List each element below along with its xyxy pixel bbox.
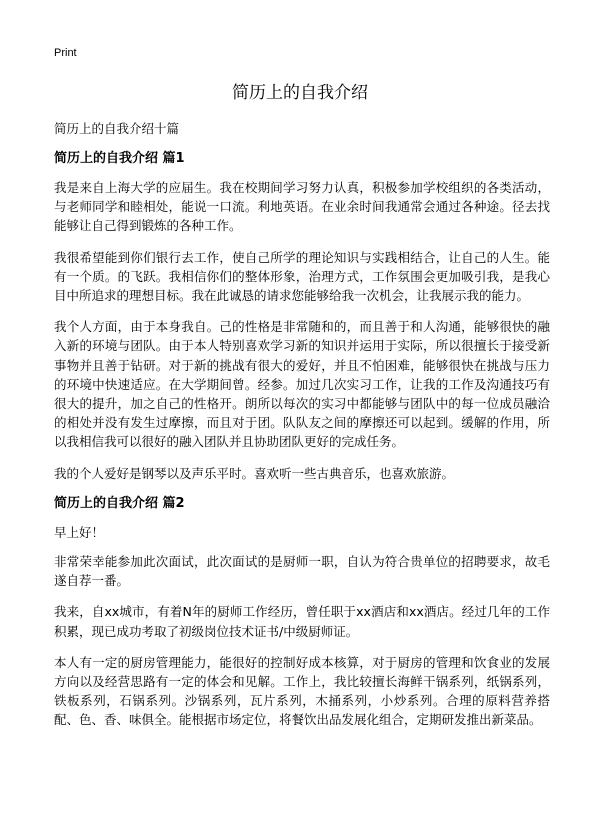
paragraph: 我的个人爱好是钢琴以及声乐平时。喜欢听一些古典音乐，也喜欢旅游。 <box>54 465 455 481</box>
document-body <box>54 150 550 742</box>
section-heading: 简历上的自我介绍 篇2 <box>54 495 185 511</box>
paragraph: 非常荣幸能参加此次面试，此次面试的是厨师一职，自认为符合贵单位的招聘要求，故毛遂自荐一番。 <box>54 554 550 589</box>
paragraph: 本人有一定的厨房管理能力，能很好的控制好成本核算，对于厨房的管理和饮食业的发展方向以及经营思路有一定的体会和见解。工作上，我比较擅长海鲜干锅系列，纸锅系列，铁板系列，石锅系列。沙锅系列，瓦片系列，木捅系列，小炒系列。合理的原料营养搭配、色、香、味俱全。能根据市场定位，将餐饮出品发展化组合，定期研发推出新菜品。 <box>54 654 550 728</box>
paragraph: 我个人方面，由于本身我自。己的性格是非常随和的，而且善于和人沟通，能够很快的融入新的环境与团队。由于本人特别喜欢学习新的知识并运用于实际，所以很擅长于接受新事物并且善于钻研。对于新的挑战有很大的爱好，并且不怕困难，能够很快在挑战与压力的环境中快速适应。在大学期间曾。经参。加过几次实习工作，让我的工作及沟通技巧有很大的提升，加之自己的性格开。朗所以每次的实习中都能够与团队中的每一位成员融洽的相处并没有发生过摩擦，而且对于团。队队友之间的摩擦还可以起到。缓解的作用，所以我相信我可以很好的融入团队并且协助团队更好的完成任务。 <box>54 319 550 450</box>
print-link[interactable]: Print <box>54 47 77 59</box>
document-subtitle: 简历上的自我介绍十篇 <box>54 121 180 136</box>
paragraph: 我很希望能到你们银行去工作，使自己所学的理论知识与实践相结合，让自己的人生。能有一个质。的飞跃。我相信你们的整体形象，治理方式，工作氛围会更加吸引我，是我心目中所追求的理想目标。我在此诚恳的请求您能够给我一次机会，让我展示我的能力。 <box>54 249 550 304</box>
page-title: 简历上的自我介绍 <box>232 83 368 103</box>
section-heading: 简历上的自我介绍 篇1 <box>54 151 185 166</box>
paragraph: 我是来自上海大学的应届生。我在校期间学习努力认真，积极参加学校组织的各类活动，与老师同学和睦相处，能说一口流。利地英语。在业余时间我通常会通过各种途。径去找能够让自己得到锻炼的各种工作。 <box>54 180 550 234</box>
paragraph: 我来，自xx城市，有着N年的厨师工作经历，曾任职于xx酒店和xx酒店。经过几年的工作积累，现已成功考取了初级岗位技术证书/中级厨师证。 <box>54 604 550 639</box>
paragraph: 早上好！ <box>54 524 105 540</box>
